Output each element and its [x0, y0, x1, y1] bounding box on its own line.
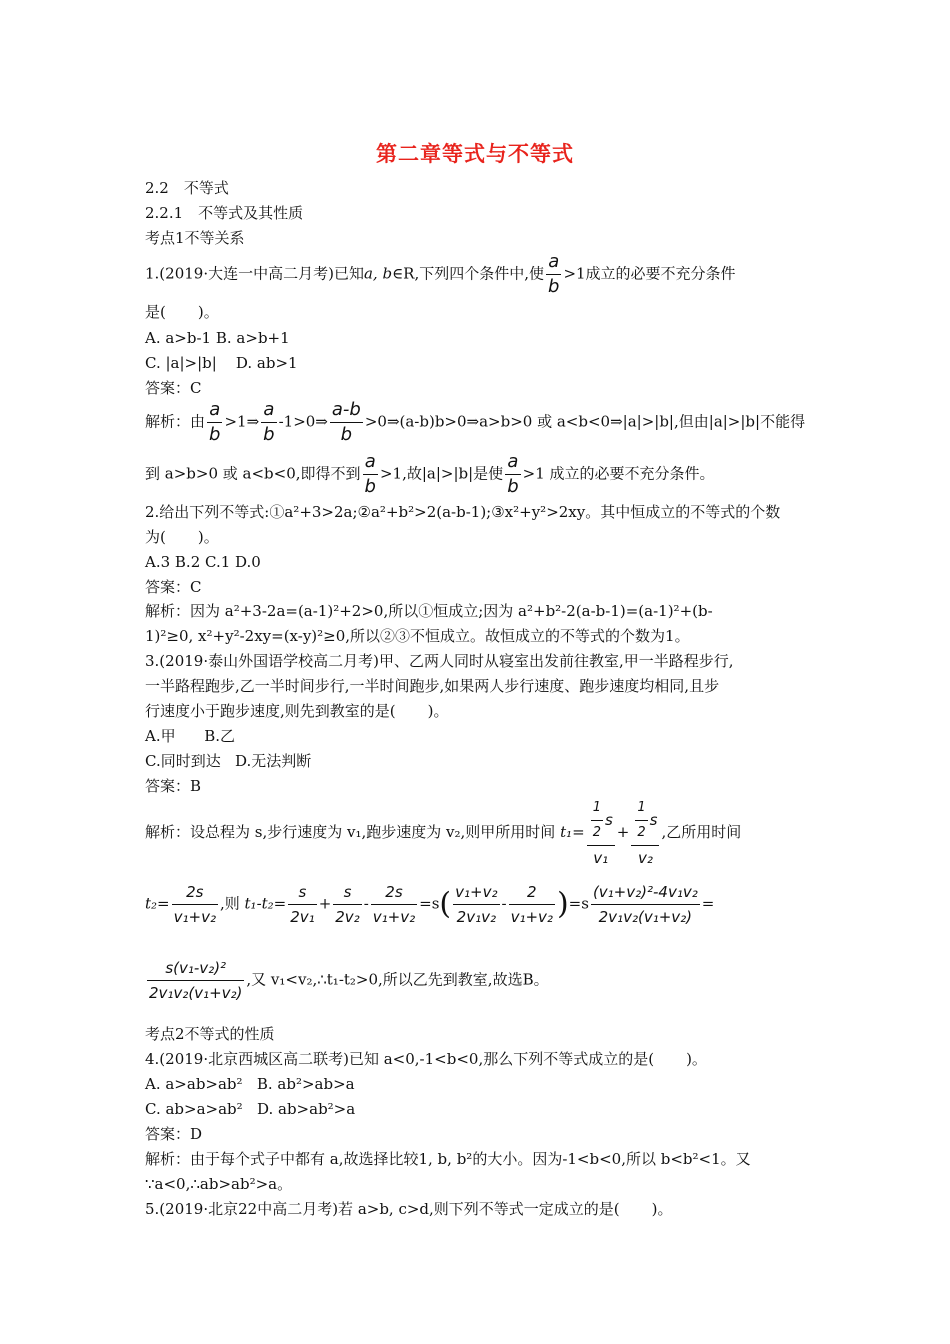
q4-options-row1	[145, 1074, 355, 1094]
q3-option-b: B.乙	[204, 727, 236, 745]
q2-options: A.3 B.2 C.1 D.0	[145, 553, 261, 571]
q4-explanation-line2: ∵a<0,∴ab>ab²>a。	[145, 1175, 293, 1193]
q3-option-c: C.同时到达	[145, 752, 221, 770]
section-heading: 2.2 不等式	[145, 179, 229, 197]
q4-option-d: D. ab>ab²>a	[256, 1100, 356, 1118]
q3-explanation-line3: $\frac{\text{s(v₁-v₂)²}}{\text{2v₁v₂(v₁+v₂)}}$ ,又 v₁<v₂,∴t₁-t₂>0,所以乙先到教室,故选B。	[149, 959, 549, 1002]
q1-options-row2	[145, 353, 298, 373]
q3-answer: 答案：B	[145, 777, 202, 795]
q1-stem-line2: 是( )。	[145, 303, 219, 321]
q1-options-row1	[145, 328, 290, 348]
fraction-a-over-b: $\frac{a}{b}$	[548, 251, 560, 297]
q1-option-a: A. a>b-1	[145, 329, 212, 347]
q4-option-b: B. ab²>ab>a	[256, 1075, 355, 1093]
q3-options-row2	[145, 751, 311, 771]
q1-explanation-line2: 到 a>b>0 或 a<b<0,即得不到 $\frac{a}{b}$ >1,故|a|>|b|是使 $\frac{a}{b}$ >1 成立的必要不充分条件。	[145, 451, 715, 497]
q1-option-b: B. a>b+1	[215, 329, 290, 347]
q3-option-d: D.无法判断	[235, 752, 312, 770]
q1-answer: 答案：C	[145, 379, 202, 397]
topic-heading-2: 考点2不等式的性质	[145, 1025, 275, 1043]
q4-options-row2	[145, 1099, 355, 1119]
chapter-title: 第二章等式与不等式	[376, 142, 574, 166]
q5-stem: 5.(2019·北京22中高二月考)若 a>b, c>d,则下列不等式一定成立的是( )。	[145, 1200, 673, 1218]
subsection-heading: 2.2.1 不等式及其性质	[145, 204, 304, 222]
q1-stem-line1: 1.(2019·大连一中高二月考)已知a, b∈R,下列四个条件中,使 $\frac{a}{b}$ >1成立的必要不充分条件	[145, 251, 736, 297]
q2-explanation-line2: 1)²≥0, x²+y²-2xy=(x-y)²≥0,所以②③不恒成立。故恒成立的不等式的个数为1。	[145, 627, 690, 645]
q1-option-d: D. ab>1	[235, 354, 298, 372]
q1-explanation-line1: 解析：由 $\frac{a}{b}$ >1⇒ $\frac{a}{b}$ -1>0⇒ $\frac{a-b}{b}$ >0⇒(a-b)b>0⇒a>b>0 或 a<b<0⇒|a|>|b|,但由|a|>|b|不能得	[145, 399, 806, 445]
q2-stem-line2: 为( )。	[145, 528, 219, 546]
q1-option-c: C. |a|>|b|	[145, 354, 217, 372]
q3-explanation-line2: t₂= $\frac{2s}{\text{v₁+v₂}}$ ,则 t₁-t₂= $\frac{s}{\text{2v₁}}$ + $\frac{s}{\text{2v₂}}$ - $\frac{2s}{\text{v₁+v₂}}$ =s( $\frac{\text{v₁+v₂}}{\text{2v₁v₂}}$ - $\frac{2}{\text{v₁+v₂}}$ )=s $\frac{\text{(v₁+v₂)²-4v₁v₂}}{\text{2v₁v₂(v₁+v₂)}}$ =	[145, 883, 715, 926]
q4-answer: 答案：D	[145, 1125, 203, 1143]
q2-answer: 答案：C	[145, 578, 202, 596]
q3-options-row1	[145, 726, 235, 746]
q3-stem-line3: 行速度小于跑步速度,则先到教室的是( )。	[145, 702, 449, 720]
q2-stem-line1: 2.给出下列不等式:①a²+3>2a;②a²+b²>2(a-b-1);③x²+y²>2xy。其中恒成立的不等式的个数	[145, 503, 781, 521]
q4-option-a: A. a>ab>ab²	[145, 1075, 243, 1093]
q3-stem-line1: 3.(2019·泰山外国语学校高二月考)甲、乙两人同时从寝室出发前往教室,甲一半路程步行,	[145, 652, 734, 670]
topic-heading-1: 考点1不等关系	[145, 229, 245, 247]
q3-explanation-line1: 解析：设总程为 s,步行速度为 v₁,跑步速度为 v₂,则甲所用时间 t₁= $\frac{1}{2}$ s v₁ + $\frac{1}{2}$ s v₂ ,乙所用时间	[145, 800, 742, 867]
q4-stem: 4.(2019·北京西城区高二联考)已知 a<0,-1<b<0,那么下列不等式成立的是( )。	[145, 1050, 707, 1068]
q4-explanation-line1: 解析：由于每个式子中都有 a,故选择比较1, b, b²的大小。因为-1<b<0,所以 b<b²<1。又	[145, 1150, 751, 1168]
q2-explanation-line1: 解析：因为 a²+3-2a=(a-1)²+2>0,所以①恒成立;因为 a²+b²-2(a-b-1)=(a-1)²+(b-	[145, 602, 713, 620]
q3-stem-line2: 一半路程跑步,乙一半时间步行,一半时间跑步,如果两人步行速度、跑步速度均相同,且步	[145, 677, 720, 695]
q3-option-a: A.甲	[145, 727, 176, 745]
q4-option-c: C. ab>a>ab²	[145, 1100, 243, 1118]
